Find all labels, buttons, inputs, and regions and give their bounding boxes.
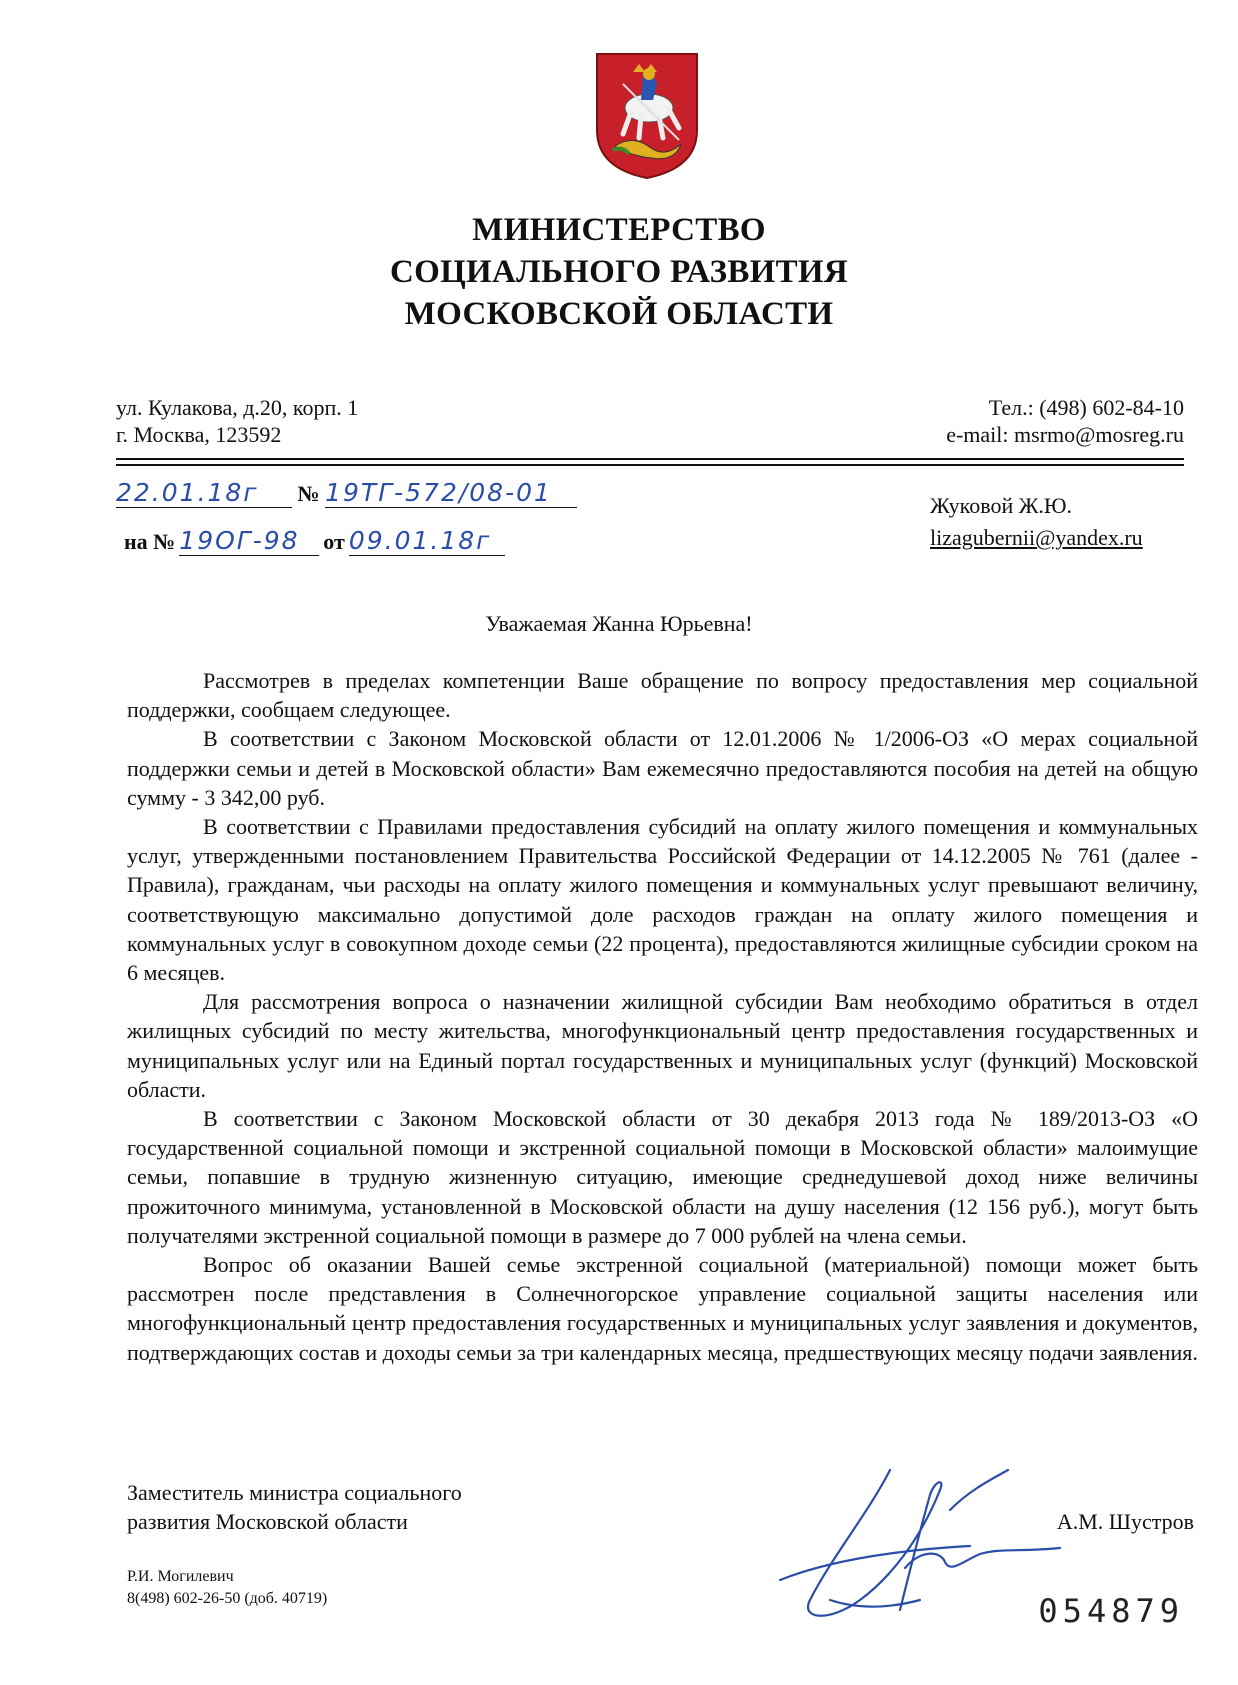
paragraph: Рассмотрев в пределах компетенции Ваше обращение по вопросу предоставления мер социальной поддержки, сообщаем следующее. [127, 668, 1198, 723]
address-street: ул. Кулакова, д.20, корп. 1 [116, 395, 359, 420]
recipient-email: lizagubernii@yandex.ru [930, 525, 1143, 550]
reference-date: 09.01.18г [349, 526, 505, 556]
executor-phone: 8(498) 602-26-50 (доб. 40719) [127, 1590, 328, 1607]
paragraph: В соответствии с Законом Московской области от 12.01.2006 № 1/2006-ОЗ «О мерах социальной поддержки семьи и детей в Московской области» Вам ежемесячно предоставляются пособия на детей на общую сумму - 3 342,00 руб. [127, 726, 1198, 810]
reference-label: на № [124, 529, 176, 554]
header-rule-bottom [116, 464, 1184, 466]
registration-date: 22.01.18г [116, 478, 292, 508]
letter-body [127, 666, 1198, 1367]
contacts-block [946, 394, 1184, 448]
paragraph: В соответствии с Законом Московской области от 30 декабря 2013 года № 189/2013-ОЗ «О государственной социальной помощи и экстренной социальной помощи в Московской области» малоимущие семьи, попавшие в трудную жизненную ситуацию, имеющие среднедушевой доход ниже величины прожиточного минимума, установленной в Московской области на душу населения (12 156 руб.), могут быть получателями экстренной социальной помощи в размере до 7 000 рублей на члена семьи. [127, 1106, 1198, 1248]
registration-number: 19ТГ-572/08-01 [325, 478, 577, 508]
paragraph: Вопрос об оказании Вашей семье экстренной социальной (материальной) помощи может быть рассмотрен после представления в Солнечногорское управление социальной защиты населения или многофункциональный центр предоставления государственных и муниципальных услуг заявления и документов, подтверждающих состав и доходы семьи за три календарных месяца, предшествующих месяцу подачи заявления. [127, 1252, 1198, 1365]
ministry-title-line-1: МИНИСТЕРСТВО [472, 212, 766, 248]
signatory-position [127, 1478, 462, 1536]
email: e-mail: msrmo@mosreg.ru [946, 422, 1184, 447]
executor-name: Р.И. Могилевич [127, 1568, 234, 1585]
signatory-name: А.М. Шустров [1056, 1509, 1194, 1534]
reference-line [124, 526, 505, 556]
coat-of-arms-icon [593, 50, 701, 180]
signatory-position-line-2: развития Московской области [127, 1509, 408, 1534]
header-rule-top [116, 458, 1184, 460]
address-block [116, 394, 358, 448]
recipient-name: Жуковой Ж.Ю. [930, 493, 1073, 518]
recipient-block [930, 490, 1143, 554]
paragraph: Для рассмотрения вопроса о назначении жилищной субсидии Вам необходимо обратиться в отдел жилищных субсидий по месту жительства, многофункциональный центр предоставления государственных и муниципальных услуг или на Единый портал государственных и муниципальных услуг (функций) Московской области. [127, 989, 1198, 1102]
address-city: г. Москва, 123592 [116, 422, 282, 447]
ministry-title-line-3: МОСКОВСКОЙ ОБЛАСТИ [404, 296, 834, 332]
reference-number: 19ОГ-98 [179, 526, 319, 556]
registration-line [116, 478, 577, 508]
reference-from-label: от [323, 529, 345, 554]
paragraph: В соответствии с Правилами предоставления субсидий на оплату жилого помещения и коммунальных услуг, утвержденными постановлением Правительства Российской Федерации от 14.12.2005 № 761 (далее - Правила), гражданам, чьи расходы на оплату жилого помещения и коммунальных услуг превышают величину, соответствующую максимально допустимой доле расходов граждан на оплату жилого помещения и коммунальных услуг в совокупном доходе семьи (22 процента), предоставляются жилищные субсидии сроком на 6 месяцев. [127, 814, 1198, 986]
document-serial-number: 054879 [1038, 1592, 1184, 1630]
registration-number-label: № [297, 481, 320, 506]
signatory-position-line-1: Заместитель министра социального [127, 1480, 462, 1505]
phone: Тел.: (498) 602-84-10 [988, 395, 1184, 420]
greeting: Уважаемая Жанна Юрьевна! [485, 611, 753, 636]
executor-block [127, 1566, 327, 1610]
ministry-title-line-2: СОЦИАЛЬНОГО РАЗВИТИЯ [389, 254, 849, 290]
